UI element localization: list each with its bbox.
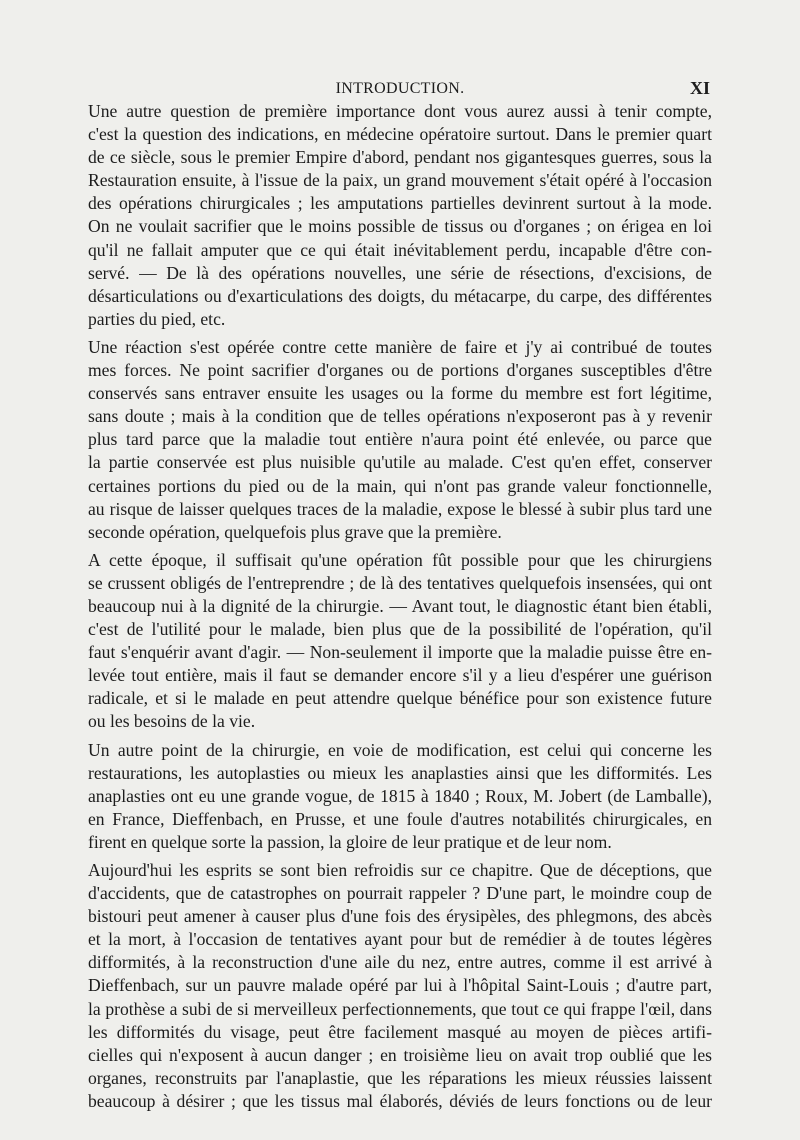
paragraph-1	[88, 100, 712, 331]
paragraph-3	[88, 549, 712, 734]
text-line: en France, Dieffenbach, en Prusse, et une foule d'autres notabilités chirurgicales, en	[88, 808, 712, 829]
text-line: des opérations chirurgicales ; les amputations partielles devinrent surtout à la mode.	[88, 193, 712, 214]
text-line: plus tard parce que la maladie tout entière n'aura point été enlevée, ou parce que	[88, 429, 712, 450]
text-line: A cette époque, il suffisait qu'une opération fût possible pour que les chirurgiens	[88, 549, 712, 570]
text-line: de ce siècle, sous le premier Empire d'abord, pendant nos gigantesques guerres, sous la	[88, 147, 712, 168]
text-line: beaucoup à désirer ; que les tissus mal élaborés, déviés de leurs fonctions ou de leur	[88, 1090, 712, 1111]
text-line: radicale, et si le malade en peut attendre quelque bénéfice pour son existence future	[88, 688, 712, 709]
text-line: seconde opération, quelquefois plus grave que la première.	[88, 521, 502, 542]
text-line: anaplasties ont eu une grande vogue, de 1815 à 1840 ; Roux, M. Jobert (de Lamballe),	[88, 785, 712, 806]
body-text	[88, 100, 712, 1113]
text-line: au risque de laisser quelques traces de la maladie, expose le blessé à subir plus tard une	[88, 498, 712, 519]
text-line: se crussent obligés de l'entreprendre ; de là des tentatives quelquefois insensées, qui ont	[88, 572, 712, 593]
text-line: d'accidents, que de catastrophes on pourrait rappeler ? D'une part, le moindre coup de	[88, 883, 712, 904]
text-line: désarticulations ou d'exarticulations des doigts, du métacarpe, du carpe, des différentes	[88, 285, 712, 306]
paragraph-5	[88, 859, 712, 1113]
text-line: la prothèse a subi de si merveilleux perfectionnements, que tout ce qui frappe l'œil, dans	[88, 998, 712, 1019]
text-line: Aujourd'hui les esprits se sont bien refroidis sur ce chapitre. Que de déceptions, que	[88, 860, 712, 880]
text-line: sans doute ; mais à la condition que de telles opérations n'exposeront pas à y revenir	[88, 406, 712, 427]
text-line: bistouri peut amener à causer plus d'une fois des érysipèles, des phlegmons, des abcès	[88, 906, 712, 927]
text-line: restaurations, les autoplasties ou mieux les anaplasties ainsi que les difformités. Les	[88, 762, 712, 783]
text-line: Un autre point de la chirurgie, en voie de modification, est celui qui concerne les	[88, 739, 712, 760]
text-line: qu'il ne fallait amputer que ce qui était inévitablement perdu, incapable d'être con-	[88, 239, 712, 260]
text-line: levée tout entière, mais il faut se demander encore s'il y a lieu d'espérer une guérison	[88, 665, 712, 686]
text-line: ou les besoins de la vie.	[88, 711, 256, 732]
page-number: XI	[689, 78, 710, 98]
text-line: Dieffenbach, sur un pauvre malade opéré par lui à l'hôpital Saint-Louis ; d'autre part,	[88, 975, 712, 996]
text-line: conservés sans entraver ensuite les usages ou la forme du membre est fort légitime,	[88, 383, 712, 404]
text-line: les difformités du visage, peut être facilement masqué au moyen de pièces artifi-	[88, 1021, 712, 1042]
text-line: difformités, à la reconstruction d'une aile du nez, entre autres, comme il est arrivé à	[88, 952, 712, 973]
page-header	[88, 78, 712, 102]
text-line: parties du pied, etc.	[88, 308, 226, 329]
text-line: et la mort, à l'occasion de tentatives ayant pour but de remédier à de toutes légères	[88, 929, 712, 950]
text-line: Une réaction s'est opérée contre cette manière de faire et j'y ai contribué de toutes	[88, 336, 712, 357]
text-line: cielles qui n'exposent à aucun danger ; en troisième lieu on avait trop oublié que les	[88, 1044, 712, 1065]
text-line: certaines portions du pied ou de la main, qui n'ont pas grande valeur fonctionnelle,	[88, 475, 712, 496]
text-line: c'est de l'utilité pour le malade, bien plus que de la possibilité de l'opération, qu'il	[88, 619, 712, 640]
text-line: organes, reconstruits par l'anaplastie, que les réparations les mieux réussies laissent	[88, 1067, 712, 1088]
text-line: c'est la question des indications, en médecine opératoire surtout. Dans le premier quart	[88, 124, 712, 145]
running-head: INTRODUCTION.	[335, 80, 465, 97]
text-line: Restauration ensuite, à l'issue de la paix, un grand mouvement s'était opéré à l'occasion	[88, 170, 712, 191]
text-line: faut s'enquérir avant d'agir. — Non-seulement il importe que la maladie puisse être en-	[88, 642, 712, 663]
paragraph-4	[88, 739, 712, 854]
text-line: servé. — De là des opérations nouvelles, une série de résections, d'excisions, de	[88, 262, 712, 283]
text-line: firent en quelque sorte la passion, la gloire de leur pratique et de leur nom.	[88, 831, 612, 852]
text-line: Une autre question de première importance dont vous aurez aussi à tenir compte,	[88, 101, 712, 121]
paragraph-2	[88, 336, 712, 544]
text-line: mes forces. Ne point sacrifier d'organes ou de portions d'organes susceptibles d'être	[88, 360, 712, 381]
text-line: la partie conservée est plus nuisible qu'utile au malade. C'est qu'en effet, conserver	[88, 452, 712, 473]
text-line: beaucoup nui à la dignité de la chirurgie. — Avant tout, le diagnostic étant bien établi,	[88, 595, 712, 616]
text-line: On ne voulait sacrifier que le moins possible de tissus ou d'organes ; on érigea en loi	[88, 216, 712, 237]
